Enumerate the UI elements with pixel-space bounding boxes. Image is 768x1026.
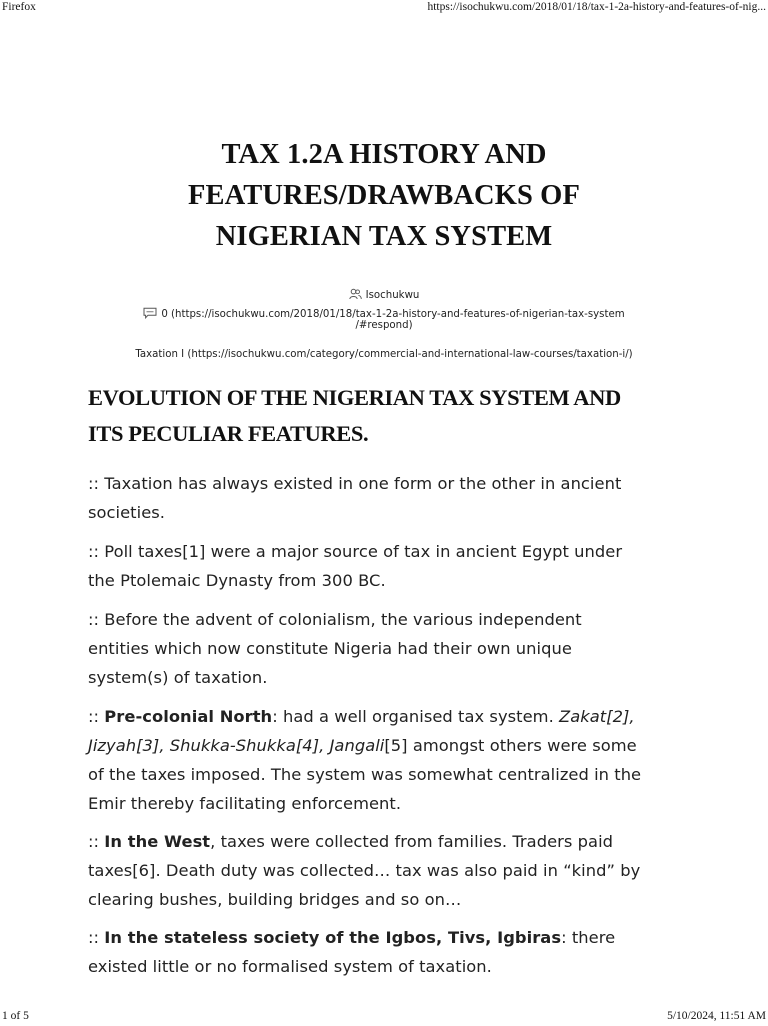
- text-line: entities which now constitute Nigeria had their own unique: [88, 639, 572, 658]
- section-heading-line: EVOLUTION OF THE NIGERIAN TAX SYSTEM AND: [88, 385, 621, 410]
- text-line: existed little or no formalised system of taxation.: [88, 957, 492, 976]
- text-segment: . Death duty was collected… tax was also paid in “kind” by: [155, 861, 641, 880]
- paragraph-pre-colonial-north: [88, 702, 680, 818]
- author-icon: [349, 288, 362, 300]
- post-comments-link[interactable]: [88, 307, 680, 331]
- article-title-line: FEATURES/DRAWBACKS OF: [188, 180, 580, 211]
- post-author-name[interactable]: Isochukwu: [365, 290, 420, 301]
- text-segment: :: Poll taxes: [88, 542, 183, 561]
- post-author: [88, 288, 680, 303]
- print-header: [0, 1, 768, 17]
- text-line: of the taxes imposed. The system was somewhat centralized in the: [88, 765, 642, 784]
- print-header-app-name: Firefox: [2, 1, 36, 13]
- paragraph-pre-colonial: [88, 605, 680, 692]
- italic-text-zakat[interactable]: Zakat[2]: [559, 707, 630, 726]
- text-segment: taxes: [88, 861, 133, 880]
- text-line: :: Before the advent of colonialism, the various independent: [88, 610, 582, 629]
- print-footer-timestamp: 5/10/2024, 11:51 AM: [667, 1010, 766, 1022]
- article-title-line: NIGERIAN TAX SYSTEM: [215, 221, 553, 252]
- italic-text-tax-names[interactable]: Jizyah[3], Shukka-Shukka[4], Jangali: [88, 736, 385, 755]
- comment-icon: [143, 307, 157, 319]
- paragraph-stateless-society: [88, 923, 680, 981]
- text-line: Emir thereby facilitating enforcement.: [88, 794, 402, 813]
- text-segment: : had a well organised tax system.: [272, 707, 560, 726]
- article-title: [88, 134, 680, 257]
- article-title-line: TAX 1.2A HISTORY AND: [221, 139, 547, 170]
- text-line: system(s) of taxation.: [88, 668, 268, 687]
- text-line: clearing bushes, building bridges and so on…: [88, 890, 462, 909]
- footnote-ref-1[interactable]: [1]: [182, 542, 206, 561]
- paragraph-west: [88, 827, 680, 914]
- strong-text-pre-colonial-north: Pre-colonial North: [104, 707, 273, 726]
- post-comments-url: 0 (https://isochukwu.com/2018/01/18/tax-1-2a-history-and-features-of-nigerian-tax-system: [161, 309, 625, 320]
- post-category-link[interactable]: Taxation I (https://isochukwu.com/category/commercial-and-international-law-courses/taxation-i/): [135, 349, 633, 360]
- text-segment: : there: [561, 928, 616, 947]
- text-segment: ::: [88, 707, 105, 726]
- footnote-ref-6[interactable]: [6]: [132, 861, 156, 880]
- text-segment: ::: [88, 832, 105, 851]
- post-comments-url-cont: /#respond): [355, 320, 413, 331]
- article: [88, 134, 680, 981]
- text-segment: amongst others were some: [407, 736, 637, 755]
- section-heading: [88, 380, 680, 452]
- text-segment: ::: [88, 928, 105, 947]
- paragraph-ancient-taxation: [88, 469, 680, 527]
- text-line: the Ptolemaic Dynasty from 300 BC.: [88, 571, 386, 590]
- text-segment: , taxes were collected from families. Traders paid: [210, 832, 614, 851]
- strong-text-stateless-society: In the stateless society of the Igbos, Tivs, Igbiras: [104, 928, 562, 947]
- paragraph-poll-taxes: [88, 537, 680, 595]
- footnote-ref-5[interactable]: [5]: [384, 736, 408, 755]
- strong-text-in-the-west: In the West: [104, 832, 211, 851]
- text-line: societies.: [88, 503, 166, 522]
- print-footer-page-count: 1 of 5: [2, 1010, 29, 1022]
- print-header-url: https://isochukwu.com/2018/01/18/tax-1-2a-history-and-features-of-nig...: [427, 1, 766, 13]
- text-segment: ,: [629, 707, 635, 726]
- text-line: :: Taxation has always existed in one form or the other in ancient: [88, 474, 622, 493]
- section-heading-line: ITS PECULIAR FEATURES.: [88, 421, 369, 446]
- text-segment: were a major source of tax in ancient Egypt under: [205, 542, 623, 561]
